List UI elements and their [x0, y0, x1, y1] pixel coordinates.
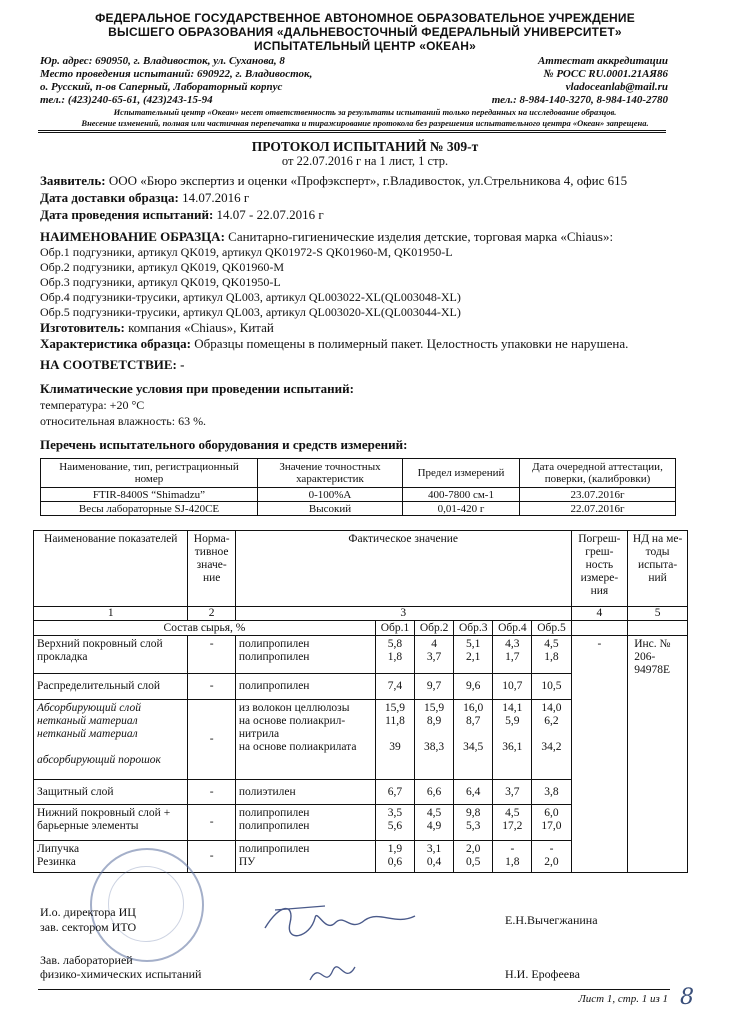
value-cell: 15,9 11,8 39 — [375, 700, 414, 780]
header-divider — [38, 130, 666, 131]
header-error: Погреш-греш-ность измере-ния — [571, 531, 628, 607]
value-cell: 1,9 0,6 — [375, 841, 414, 873]
value-cell: 3,5 5,6 — [375, 805, 414, 841]
col-num: 4 — [571, 607, 628, 621]
climate-title: Климатические условия при проведении испытаний: — [40, 381, 354, 396]
manufacturer: Изготовитель: компания «Chiaus», Китай — [40, 320, 274, 335]
value-cell: 10,7 — [493, 674, 532, 700]
equipment-header-accuracy: Значение точностных характеристик — [258, 459, 403, 488]
value-cell: 9,7 — [415, 674, 454, 700]
value-cell: 14,1 5,9 36,1 — [493, 700, 532, 780]
phone-left: тел.: (423)240-65-61, (423)243-15-94 — [40, 94, 213, 106]
value-cell: 6,6 — [415, 780, 454, 805]
disclaimer-2: Внесение изменений, полная или частичная перепечатка и тиражирование протокола без разрешения испытательного центра «Океан» запрещена. — [81, 118, 649, 128]
value-cell: 5,1 2,1 — [454, 636, 493, 674]
results-table — [33, 530, 688, 873]
equipment-header-row — [41, 459, 676, 488]
org-line-2: ВЫСШЕГО ОБРАЗОВАНИЯ «ДАЛЬНЕВОСТОЧНЫЙ ФЕДЕРАЛЬНЫЙ УНИВЕРСИТЕТ» — [108, 25, 622, 39]
conformity: НА СООТВЕТСТВИЕ: - — [40, 357, 185, 372]
sample-3: Обр.3 подгузники, артикул QK019, QK01950-L — [40, 275, 281, 289]
material: полипропилен ПУ — [235, 841, 375, 873]
indicator-name: Распределительный слой — [34, 674, 188, 700]
delivery-date: Дата доставки образца: 14.07.2016 г — [40, 190, 250, 205]
value-cell: 6,0 17,0 — [532, 805, 571, 841]
sample-characteristics: Характеристика образца: Образцы помещены в полимерный пакет. Целостность упаковки не нарушена. — [40, 336, 629, 351]
value-cell: 7,4 — [375, 674, 414, 700]
col-num: 5 — [628, 607, 688, 621]
norm-value: - — [188, 805, 235, 841]
value-cell: 6,7 — [375, 780, 414, 805]
value-cell: 4,3 1,7 — [493, 636, 532, 674]
value-cell: 2,0 0,5 — [454, 841, 493, 873]
humidity: относительная влажность: 63 %. — [40, 414, 207, 428]
material: полипропилен полипропилен — [235, 805, 375, 841]
material: полипропилен полипропилен — [235, 636, 375, 674]
norm-value: - — [188, 636, 235, 674]
test-place-2: о. Русский, п-ов Саперный, Лабораторный корпус — [40, 81, 283, 93]
test-place: Место проведения испытаний: 690922, г. Владивосток, — [40, 68, 313, 80]
material: полиэтилен — [235, 780, 375, 805]
sample-2: Обр.2 подгузники, артикул QK019, QK01960-M — [40, 260, 284, 274]
sample-name: НАИМЕНОВАНИЕ ОБРАЗЦА: Санитарно-гигиенические изделия детские, торговая марка «Chiaus»: — [40, 229, 614, 244]
sample-4: Обр.4 подгузники-трусики, артикул QL003, артикул QL003022-XL(QL003048-XL) — [40, 290, 461, 304]
equipment-cell: 400-7800 см-1 — [403, 488, 520, 502]
equipment-header-range: Предел измерений — [403, 459, 520, 488]
value-cell: 9,6 — [454, 674, 493, 700]
equipment-header-name: Наименование, тип, регистрационный номер — [41, 459, 258, 488]
value-cell: 4,5 1,8 — [532, 636, 571, 674]
value-cell: 4,5 17,2 — [493, 805, 532, 841]
method-reference: Инс. № 206-94978Е — [628, 636, 688, 873]
header-divider-2 — [38, 132, 666, 133]
col-num: 3 — [235, 607, 571, 621]
composition-row — [34, 621, 688, 636]
value-cell: 4 3,7 — [415, 636, 454, 674]
material: из волокон целлюлозы на основе полиакрил- нитрила на основе полиакрилата — [235, 700, 375, 780]
equipment-title: Перечень испытательного оборудования и средств измерений: — [40, 437, 408, 452]
equipment-cell: Весы лабораторные SJ-420CE — [41, 502, 258, 516]
phone-right: тел.: 8-984-140-3270, 8-984-140-2780 — [491, 94, 668, 106]
error-value: - — [571, 636, 628, 873]
signatory-2-role: Зав. лабораторией — [40, 953, 133, 967]
header-actual: Фактическое значение — [235, 531, 571, 607]
equipment-table — [40, 458, 676, 516]
temperature: температура: +20 °С — [40, 398, 145, 412]
equipment-cell: 22.07.2016г — [520, 502, 676, 516]
footer-divider — [38, 989, 670, 990]
equipment-cell: FTIR-8400S “Shimadzu” — [41, 488, 258, 502]
signatory-1-role-2: зав. сектором ИТО — [40, 920, 137, 934]
sample-col: Обр.2 — [415, 621, 454, 636]
value-cell: 3,8 — [532, 780, 571, 805]
indicator-name: Защитный слой — [34, 780, 188, 805]
column-number-row — [34, 607, 688, 621]
sample-1: Обр.1 подгузники, артикул QK019, артикул QK01972-S QK01960-M, QK01950-L — [40, 245, 453, 259]
value-cell: 16,0 8,7 34,5 — [454, 700, 493, 780]
signature-1 — [255, 898, 425, 948]
email: vladoceanlab@mail.ru — [565, 81, 668, 93]
norm-value: - — [188, 780, 235, 805]
testing-date: Дата проведения испытаний: 14.07 - 22.07.2016 г — [40, 207, 324, 222]
accreditation-label: Аттестат аккредитации — [537, 55, 668, 67]
indicator-name: Нижний покровный слой + барьерные элементы — [34, 805, 188, 841]
equipment-cell: 0-100%А — [258, 488, 403, 502]
header-method: НД на ме-тоды испыта-ний — [628, 531, 688, 607]
accreditation-number: № РОСС RU.0001.21АЯ86 — [543, 68, 668, 80]
signatory-2-name: Н.И. Ерофеева — [505, 967, 580, 981]
disclaimer-1: Испытательный центр «Океан» несет ответственность за результаты испытаний только переданных на исследование образцов. — [113, 107, 617, 117]
sample-col: Обр.1 — [375, 621, 414, 636]
col-num: 2 — [188, 607, 235, 621]
signatory-1-role: И.о. директора ИЦ — [40, 905, 136, 919]
equipment-cell: 23.07.2016г — [520, 488, 676, 502]
value-cell: 4,5 4,9 — [415, 805, 454, 841]
value-cell: 3,1 0,4 — [415, 841, 454, 873]
value-cell: 14,0 6,2 34,2 — [532, 700, 571, 780]
signatory-2-role-2: физико-химических испытаний — [40, 967, 202, 981]
row-top-layer — [34, 636, 688, 674]
norm-value: - — [188, 674, 235, 700]
sample-col: Обр.5 — [532, 621, 571, 636]
equipment-row — [41, 488, 676, 502]
header-indicator: Наименование показателей — [34, 531, 188, 607]
handwritten-number: 8 — [680, 985, 694, 1010]
value-cell: - 1,8 — [493, 841, 532, 873]
indicator-name: Верхний покровный слой прокладка — [34, 636, 188, 674]
protocol-subtitle: от 22.07.2016 г на 1 лист, 1 стр. — [281, 154, 449, 168]
protocol-title: ПРОТОКОЛ ИСПЫТАНИЙ № 309-т — [251, 139, 479, 154]
value-cell: 6,4 — [454, 780, 493, 805]
results-header-row — [34, 531, 688, 607]
sample-col: Обр.4 — [493, 621, 532, 636]
equipment-cell: Высокий — [258, 502, 403, 516]
value-cell: 9,8 5,3 — [454, 805, 493, 841]
legal-address: Юр. адрес: 690950, г. Владивосток, ул. Суханова, 8 — [40, 55, 285, 67]
equipment-cell: 0,01-420 г — [403, 502, 520, 516]
value-cell: - 2,0 — [532, 841, 571, 873]
indicator-name: Абсорбирующий слой нетканый материал нетканый материал абсорбирующий порошок — [34, 700, 188, 780]
material: полипропилен — [235, 674, 375, 700]
org-line-3: ИСПЫТАТЕЛЬНЫЙ ЦЕНТР «ОКЕАН» — [254, 39, 476, 53]
equipment-row — [41, 502, 676, 516]
header-norm: Норма-тивное значе-ние — [188, 531, 235, 607]
equipment-header-date: Дата очередной аттестации, поверки, (калибровки) — [520, 459, 676, 488]
norm-value: - — [188, 700, 235, 780]
value-cell: 5,8 1,8 — [375, 636, 414, 674]
value-cell: 10,5 — [532, 674, 571, 700]
indicator-name: Липучка Резинка — [34, 841, 188, 873]
signatory-1-name: Е.Н.Вычегжанина — [505, 913, 598, 927]
sample-col: Обр.3 — [454, 621, 493, 636]
value-cell: 15,9 8,9 38,3 — [415, 700, 454, 780]
org-line-1: ФЕДЕРАЛЬНОЕ ГОСУДАРСТВЕННОЕ АВТОНОМНОЕ ОБРАЗОВАТЕЛЬНОЕ УЧРЕЖДЕНИЕ — [95, 11, 635, 25]
norm-value: - — [188, 841, 235, 873]
sample-5: Обр.5 подгузники-трусики, артикул QL003, артикул QL003020-XL(QL003044-XL) — [40, 305, 461, 319]
composition-label: Состав сырья, % — [34, 621, 376, 636]
page-count: Лист 1, стр. 1 из 1 — [578, 993, 668, 1005]
applicant: Заявитель: ООО «Бюро экспертиз и оценки «Профэксперт», г.Владивосток, ул.Стрельникова 4, офис 615 — [40, 173, 628, 188]
col-num: 1 — [34, 607, 188, 621]
value-cell: 3,7 — [493, 780, 532, 805]
